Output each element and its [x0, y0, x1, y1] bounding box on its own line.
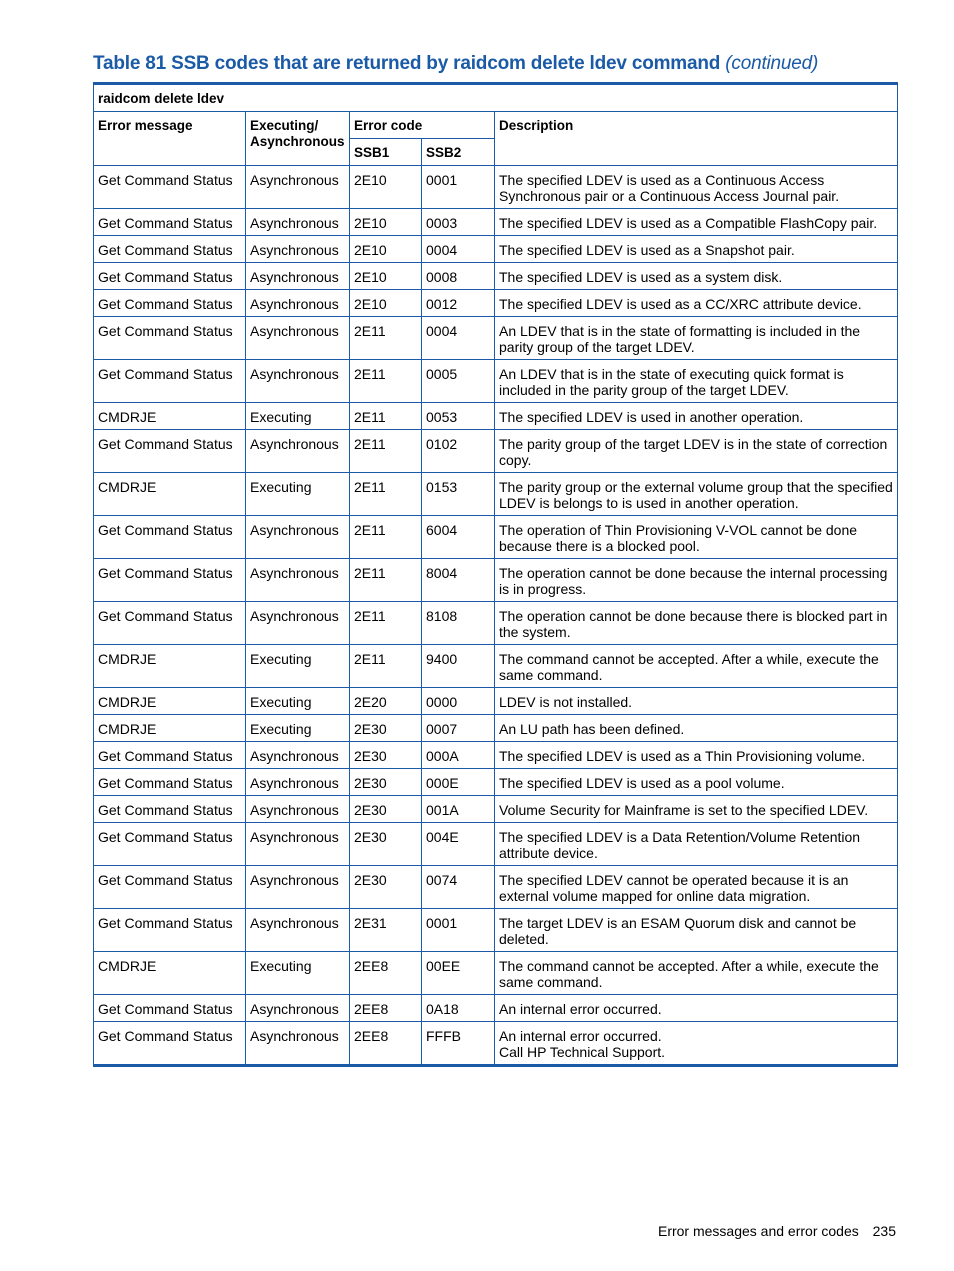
- cell-executing: Asynchronous: [246, 823, 350, 866]
- cell-ssb1: 2E11: [350, 645, 422, 688]
- cell-executing: Asynchronous: [246, 317, 350, 360]
- cell-ssb2: 0001: [422, 909, 495, 952]
- cell-error-message: Get Command Status: [94, 166, 246, 209]
- table-row: [94, 995, 898, 1022]
- cell-ssb2: 001A: [422, 796, 495, 823]
- cell-description: An LU path has been defined.: [495, 715, 898, 742]
- table-body: [94, 166, 898, 1066]
- cell-ssb2: 9400: [422, 645, 495, 688]
- table-row: [94, 602, 898, 645]
- header-error-code: Error code: [350, 112, 495, 139]
- cell-ssb2: 0005: [422, 360, 495, 403]
- cell-error-message: Get Command Status: [94, 559, 246, 602]
- cell-executing: Asynchronous: [246, 166, 350, 209]
- table-title: Table 81 SSB codes that are returned by raidcom delete ldev command: [93, 53, 721, 74]
- cell-description: The target LDEV is an ESAM Quorum disk and cannot be deleted.: [495, 909, 898, 952]
- cell-error-message: CMDRJE: [94, 688, 246, 715]
- cell-description: An internal error occurred. Call HP Technical Support.: [495, 1022, 898, 1066]
- cell-error-message: Get Command Status: [94, 602, 246, 645]
- page-footer: [648, 1223, 896, 1239]
- cell-executing: Asynchronous: [246, 602, 350, 645]
- table-row: [94, 360, 898, 403]
- cell-ssb2: 0008: [422, 263, 495, 290]
- cell-description: The parity group of the target LDEV is in the state of correction copy.: [495, 430, 898, 473]
- cell-executing: Asynchronous: [246, 1022, 350, 1066]
- cell-ssb1: 2E11: [350, 559, 422, 602]
- cell-ssb1: 2E30: [350, 823, 422, 866]
- table-row: [94, 559, 898, 602]
- cell-description: The operation of Thin Provisioning V-VOL cannot be done because there is a blocked pool.: [495, 516, 898, 559]
- cell-description: The operation cannot be done because there is blocked part in the system.: [495, 602, 898, 645]
- cell-ssb1: 2E10: [350, 290, 422, 317]
- cell-ssb1: 2E11: [350, 516, 422, 559]
- cell-ssb1: 2E30: [350, 769, 422, 796]
- cell-error-message: Get Command Status: [94, 236, 246, 263]
- cell-ssb2: 0012: [422, 290, 495, 317]
- cell-ssb1: 2E11: [350, 360, 422, 403]
- cell-description: An LDEV that is in the state of formatting is included in the parity group of the target LDEV.: [495, 317, 898, 360]
- cell-executing: Asynchronous: [246, 866, 350, 909]
- cell-error-message: Get Command Status: [94, 909, 246, 952]
- cell-ssb1: 2E20: [350, 688, 422, 715]
- cell-executing: Asynchronous: [246, 236, 350, 263]
- table-row: [94, 290, 898, 317]
- cell-description: The command cannot be accepted. After a while, execute the same command.: [495, 645, 898, 688]
- cell-ssb2: 0004: [422, 236, 495, 263]
- cell-executing: Asynchronous: [246, 559, 350, 602]
- cell-executing: Executing: [246, 688, 350, 715]
- cell-description: The specified LDEV is used as a CC/XRC attribute device.: [495, 290, 898, 317]
- table-row: [94, 715, 898, 742]
- cell-error-message: Get Command Status: [94, 769, 246, 796]
- cell-executing: Executing: [246, 952, 350, 995]
- cell-error-message: Get Command Status: [94, 263, 246, 290]
- cell-ssb2: 000E: [422, 769, 495, 796]
- header-executing: Executing/ Asynchronous: [246, 112, 350, 166]
- page-number: 235: [872, 1223, 896, 1239]
- cell-executing: Executing: [246, 403, 350, 430]
- ssb-codes-table: [93, 82, 898, 1067]
- cell-error-message: Get Command Status: [94, 796, 246, 823]
- cell-executing: Asynchronous: [246, 769, 350, 796]
- table-row: [94, 645, 898, 688]
- cell-ssb2: 0003: [422, 209, 495, 236]
- cell-executing: Executing: [246, 645, 350, 688]
- cell-description: The specified LDEV is used as a pool volume.: [495, 769, 898, 796]
- cell-description: Volume Security for Mainframe is set to the specified LDEV.: [495, 796, 898, 823]
- cell-description: The parity group or the external volume group that the specified LDEV is belongs to is used in another operation.: [495, 473, 898, 516]
- cell-error-message: CMDRJE: [94, 403, 246, 430]
- cell-ssb1: 2E30: [350, 742, 422, 769]
- cell-ssb2: 6004: [422, 516, 495, 559]
- cell-error-message: Get Command Status: [94, 866, 246, 909]
- table-row: [94, 769, 898, 796]
- header-description: Description: [495, 112, 898, 166]
- table-row: [94, 823, 898, 866]
- header-error-message: Error message: [94, 112, 246, 166]
- cell-description: The specified LDEV is used as a system disk.: [495, 263, 898, 290]
- cell-error-message: Get Command Status: [94, 290, 246, 317]
- cell-ssb2: 0001: [422, 166, 495, 209]
- cell-ssb2: 0074: [422, 866, 495, 909]
- cell-error-message: Get Command Status: [94, 995, 246, 1022]
- cell-description: The specified LDEV is used as a Thin Provisioning volume.: [495, 742, 898, 769]
- cell-error-message: Get Command Status: [94, 1022, 246, 1066]
- cell-ssb2: 00EE: [422, 952, 495, 995]
- cell-ssb2: 0007: [422, 715, 495, 742]
- table-row: [94, 403, 898, 430]
- cell-ssb2: 0000: [422, 688, 495, 715]
- cell-description: LDEV is not installed.: [495, 688, 898, 715]
- cell-executing: Asynchronous: [246, 290, 350, 317]
- table-row: [94, 742, 898, 769]
- cell-executing: Asynchronous: [246, 909, 350, 952]
- cell-description: The command cannot be accepted. After a while, execute the same command.: [495, 952, 898, 995]
- cell-executing: Asynchronous: [246, 516, 350, 559]
- cell-ssb1: 2E31: [350, 909, 422, 952]
- cell-ssb2: 8004: [422, 559, 495, 602]
- cell-executing: Asynchronous: [246, 796, 350, 823]
- table-row: [94, 1022, 898, 1066]
- cell-ssb1: 2E11: [350, 317, 422, 360]
- cell-description: The specified LDEV is used as a Continuous Access Synchronous pair or a Continuous Access Journal pair.: [495, 166, 898, 209]
- cell-executing: Executing: [246, 473, 350, 516]
- table-row: [94, 430, 898, 473]
- cell-ssb1: 2EE8: [350, 995, 422, 1022]
- cell-ssb1: 2EE8: [350, 952, 422, 995]
- cell-ssb2: 0A18: [422, 995, 495, 1022]
- cell-ssb2: 0004: [422, 317, 495, 360]
- cell-ssb2: 004E: [422, 823, 495, 866]
- cell-ssb1: 2E30: [350, 715, 422, 742]
- cell-ssb1: 2EE8: [350, 1022, 422, 1066]
- table-row: [94, 236, 898, 263]
- cell-ssb2: FFFB: [422, 1022, 495, 1066]
- cell-error-message: Get Command Status: [94, 430, 246, 473]
- cell-ssb1: 2E30: [350, 796, 422, 823]
- cell-ssb1: 2E10: [350, 166, 422, 209]
- page-title: [93, 53, 818, 75]
- cell-description: The specified LDEV is used in another operation.: [495, 403, 898, 430]
- cell-error-message: Get Command Status: [94, 360, 246, 403]
- table-row: [94, 317, 898, 360]
- header-ssb1: SSB1: [350, 139, 422, 166]
- table-row: [94, 688, 898, 715]
- cell-error-message: Get Command Status: [94, 516, 246, 559]
- cell-error-message: CMDRJE: [94, 952, 246, 995]
- cell-description: The operation cannot be done because the internal processing is in progress.: [495, 559, 898, 602]
- cell-ssb1: 2E11: [350, 430, 422, 473]
- cell-executing: Asynchronous: [246, 430, 350, 473]
- cell-ssb2: 000A: [422, 742, 495, 769]
- header-ssb2: SSB2: [422, 139, 495, 166]
- cell-error-message: Get Command Status: [94, 823, 246, 866]
- cell-ssb2: 8108: [422, 602, 495, 645]
- cell-error-message: CMDRJE: [94, 645, 246, 688]
- cell-executing: Asynchronous: [246, 742, 350, 769]
- cell-executing: Executing: [246, 715, 350, 742]
- cell-ssb2: 0053: [422, 403, 495, 430]
- cell-ssb1: 2E10: [350, 209, 422, 236]
- cell-error-message: Get Command Status: [94, 742, 246, 769]
- table-row: [94, 952, 898, 995]
- table-row: [94, 909, 898, 952]
- cell-ssb1: 2E10: [350, 263, 422, 290]
- cell-error-message: Get Command Status: [94, 317, 246, 360]
- cell-executing: Asynchronous: [246, 995, 350, 1022]
- cell-ssb2: 0153: [422, 473, 495, 516]
- table-row: [94, 263, 898, 290]
- cell-description: The specified LDEV is a Data Retention/Volume Retention attribute device.: [495, 823, 898, 866]
- table-row: [94, 473, 898, 516]
- cell-ssb1: 2E10: [350, 236, 422, 263]
- cell-executing: Asynchronous: [246, 263, 350, 290]
- table-row: [94, 866, 898, 909]
- cell-description: The specified LDEV cannot be operated because it is an external volume mapped for online data migration.: [495, 866, 898, 909]
- cell-executing: Asynchronous: [246, 209, 350, 236]
- cell-description: An LDEV that is in the state of executing quick format is included in the parity group of the target LDEV.: [495, 360, 898, 403]
- cell-ssb1: 2E11: [350, 602, 422, 645]
- cell-error-message: CMDRJE: [94, 473, 246, 516]
- table-row: [94, 166, 898, 209]
- table-row: [94, 796, 898, 823]
- cell-executing: Asynchronous: [246, 360, 350, 403]
- footer-section: Error messages and error codes: [657, 1223, 859, 1239]
- cell-ssb2: 0102: [422, 430, 495, 473]
- table-caption-row: raidcom delete ldev: [94, 84, 898, 112]
- cell-description: The specified LDEV is used as a Compatible FlashCopy pair.: [495, 209, 898, 236]
- table-row: [94, 516, 898, 559]
- cell-ssb1: 2E11: [350, 473, 422, 516]
- cell-ssb1: 2E30: [350, 866, 422, 909]
- table-row: [94, 209, 898, 236]
- cell-error-message: Get Command Status: [94, 209, 246, 236]
- cell-error-message: CMDRJE: [94, 715, 246, 742]
- continued-label: (continued): [725, 53, 819, 74]
- cell-ssb1: 2E11: [350, 403, 422, 430]
- cell-description: An internal error occurred.: [495, 995, 898, 1022]
- cell-description: The specified LDEV is used as a Snapshot pair.: [495, 236, 898, 263]
